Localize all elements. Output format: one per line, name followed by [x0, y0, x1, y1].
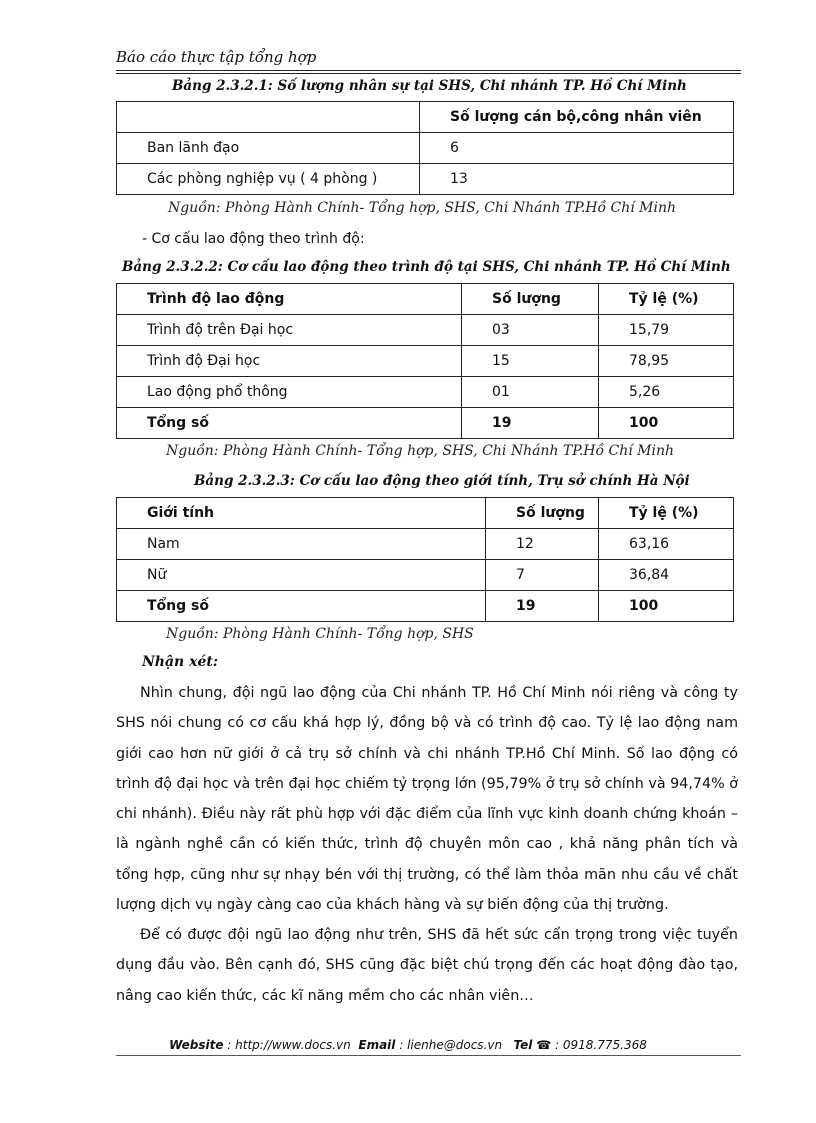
table-row	[117, 529, 734, 560]
remarks-paragraph-1: Nhìn chung, đội ngũ lao động của Chi nhánh TP. Hồ Chí Minh nói riêng và công ty SHS nói chung có cơ cấu khá hợp lý, đồng bộ và có trình độ cao. Tỷ lệ lao động nam giới cao hơn nữ giới ở cả trụ sở chính và chi nhánh TP.Hồ Chí Minh. Số lao động có trình độ đại học và trên đại học chiếm tỷ trọng lớn (95,79% ở trụ sở chính và 94,74% ở chi nhánh). Điều này rất phù hợp với đặc điểm của lĩnh vực kinh doanh chứng khoán – là ngành nghề cần có kiến thức, trình độ chuyên môn cao , khả năng phân tích và tổng hợp, cũng như sự nhạy bén với thị trường, có thể làm thỏa mãn nhu cầu về chất lượng dịch vụ ngày càng cao của khách hàng và sự biến động của thị trường.	[116, 685, 738, 914]
table-header-row	[117, 284, 734, 315]
table-total-row	[117, 408, 734, 439]
table-cell	[117, 102, 420, 133]
table-header-row	[117, 102, 734, 133]
table-header-cell: Giới tính	[117, 498, 486, 529]
table-cell: Nữ	[117, 560, 486, 591]
table-row	[117, 164, 734, 195]
table-cell: 15,79	[599, 315, 734, 346]
table-cell: 6	[420, 133, 734, 164]
table-cell: 63,16	[599, 529, 734, 560]
remarks-paragraph-2: Để có được đội ngũ lao động như trên, SHS đã hết sức cẩn trọng trong việc tuyển dụng đầu vào. Bên cạnh đó, SHS cũng đặc biệt chú trọng đến các hoạt động đào tạo, nâng cao kiến thức, các kĩ năng mềm cho các nhân viên…	[116, 927, 738, 1004]
table-total-row	[117, 591, 734, 622]
footer-rule	[116, 1055, 741, 1056]
table2-caption: Bảng 2.3.2.2: Cơ cấu lao động theo trình độ tại SHS, Chi nhánh TP. Hồ Chí Minh	[122, 259, 731, 275]
table1-source: Nguồn: Phòng Hành Chính- Tổng hợp, SHS, Chi Nhánh TP.Hồ Chí Minh	[168, 200, 677, 216]
table3-caption: Bảng 2.3.2.3: Cơ cấu lao động theo giới tính, Trụ sở chính Hà Nội	[194, 473, 690, 489]
table-cell: Ban lãnh đạo	[117, 133, 420, 164]
table-row	[117, 315, 734, 346]
staff-count-table	[116, 101, 734, 195]
header-rule-2	[116, 73, 741, 74]
table3-source: Nguồn: Phòng Hành Chính- Tổng hợp, SHS	[166, 626, 474, 642]
table-header-cell: Số lượng	[462, 284, 599, 315]
table-cell: 03	[462, 315, 599, 346]
table-row	[117, 560, 734, 591]
table-cell: 12	[486, 529, 599, 560]
tel-label: Tel	[513, 1038, 533, 1052]
table-cell: Các phòng nghiệp vụ ( 4 phòng )	[117, 164, 420, 195]
table-row	[117, 346, 734, 377]
table-cell: 13	[420, 164, 734, 195]
table-cell: Trình độ Đại học	[117, 346, 462, 377]
table-cell: 100	[599, 408, 734, 439]
header-rule	[116, 70, 741, 71]
table-header-row	[117, 498, 734, 529]
table-cell: 15	[462, 346, 599, 377]
table-cell: 01	[462, 377, 599, 408]
table-cell: 5,26	[599, 377, 734, 408]
table-cell: Tổng số	[117, 591, 486, 622]
table1-caption: Bảng 2.3.2.1: Số lượng nhân sự tại SHS, Chi nhánh TP. Hồ Chí Minh	[172, 78, 687, 94]
table-row	[117, 377, 734, 408]
table-cell: 7	[486, 560, 599, 591]
email-label: Email	[358, 1038, 396, 1052]
table-row	[117, 133, 734, 164]
education-table	[116, 283, 734, 439]
email-link[interactable]: : lienhe@docs.vn	[399, 1038, 503, 1052]
tel-number: : 0918.775.368	[555, 1038, 647, 1052]
remarks-heading: Nhận xét:	[142, 654, 218, 670]
table-cell: Nam	[117, 529, 486, 560]
page-footer	[0, 1038, 816, 1052]
table-cell: Tổng số	[117, 408, 462, 439]
table-header-cell: Tỷ lệ (%)	[599, 284, 734, 315]
table-header-cell: Tỷ lệ (%)	[599, 498, 734, 529]
table-header-cell: Trình độ lao động	[117, 284, 462, 315]
table-cell: 19	[462, 408, 599, 439]
website-link[interactable]: : http://www.docs.vn	[227, 1038, 351, 1052]
table-cell: Trình độ trên Đại học	[117, 315, 462, 346]
table-cell: 19	[486, 591, 599, 622]
phone-icon: ☎	[536, 1038, 552, 1052]
table-header-cell: Số lượng cán bộ,công nhân viên	[420, 102, 734, 133]
table-cell: 100	[599, 591, 734, 622]
page-header-title: Báo cáo thực tập tổng hợp	[116, 48, 317, 66]
table-cell: 78,95	[599, 346, 734, 377]
table2-source: Nguồn: Phòng Hành Chính- Tổng hợp, SHS, Chi Nhánh TP.Hồ Chí Minh	[166, 443, 675, 459]
gender-table	[116, 497, 734, 622]
table-header-cell: Số lượng	[486, 498, 599, 529]
table-cell: Lao động phổ thông	[117, 377, 462, 408]
table-cell: 36,84	[599, 560, 734, 591]
bullet-text: - Cơ cấu lao động theo trình độ:	[142, 231, 365, 247]
website-label: Website	[169, 1038, 224, 1052]
